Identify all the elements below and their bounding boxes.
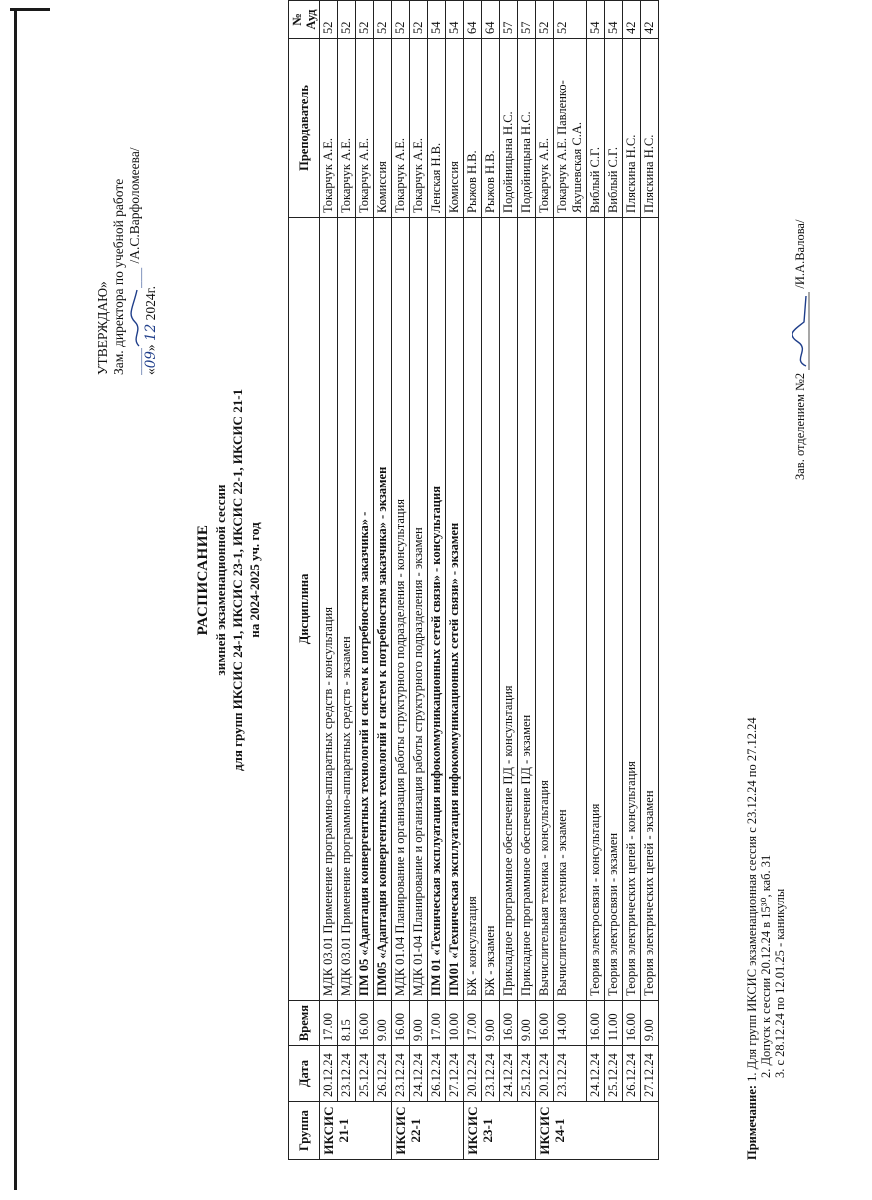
cell-discipline: Теория электросвязи - экзамен [605,217,623,1000]
note-line-3 [773,60,787,1160]
cell-room: 52 [320,1,338,39]
approval-position: Зам. директора по учебной работе [111,178,126,375]
cell-teacher: Токарчук А.Е. [320,38,338,217]
cell-room: 54 [587,1,605,39]
cell-time: 16.00 [356,1000,374,1045]
doc-subtitle-groups: для групп ИКСИС 24-1, ИКСИС 23-1, ИКСИС 22-1, ИКСИС 21-1 [230,388,245,772]
cell-teacher: Токарчук А.Е. [338,38,356,217]
cell-teacher: Токарчук А.Е. [392,38,410,217]
table-row [410,1,428,1160]
cell-date: 25.12.24 [356,1046,374,1102]
note-line-2 [759,60,773,1160]
cell-teacher: Виблый С.Г. [605,38,623,217]
cell-room: 42 [641,1,659,39]
cell-discipline: МДК 01-04 Планирование и организация работы структурного подразделения - экзамен [410,217,428,1000]
cell-discipline: ПМ05 «Адаптация конвергентных технологий и систем к потребностям заказчика» - экзамен [374,217,392,1000]
cell-date: 25.12.24 [518,1046,536,1102]
cell-room: 52 [392,1,410,39]
table-row [500,1,518,1160]
cell-group: ИКСИС 21-1 [320,1102,392,1160]
doc-subtitle-year: на 2024-2025 уч. год [247,522,262,638]
cell-room: 52 [338,1,356,39]
cell-time: 9.00 [641,1000,659,1045]
cell-discipline: Теория электросвязи - консультация [587,217,605,1000]
cell-discipline: БЖ - экзамен [482,217,500,1000]
table-header-row [289,1,320,1160]
cell-discipline: ПМ01 «Техническая эксплуатация инфокоммуникационных сетей связи» - экзамен [446,217,464,1000]
cell-group: ИКСИС 24-1 [536,1102,659,1160]
cell-teacher: Пляскина Н.С. [641,38,659,217]
note-line-1 [745,60,759,1160]
head-label: Зав. отделением №2 [793,372,807,480]
head-signature [792,0,808,480]
cell-time: 9.00 [410,1000,428,1045]
cell-group: ИКСИС 22-1 [392,1102,464,1160]
head-signature-image [792,292,808,370]
cell-discipline: Теория электрических цепей - экзамен [641,217,659,1000]
cell-discipline: Теория электрических цепей - консультация [623,217,641,1000]
cell-teacher: Виблый С.Г. [587,38,605,217]
cell-date: 27.12.24 [641,1046,659,1102]
cell-discipline: МДК 03.01 Применение программно-аппаратных средств - консультация [320,217,338,1000]
cell-time: 9.00 [482,1000,500,1045]
cell-teacher: Рыжов Н.В. [464,38,482,217]
cell-room: 52 [536,1,554,39]
cell-teacher: Токарчук А.Е. [410,38,428,217]
cell-room: 52 [356,1,374,39]
cell-room: 57 [518,1,536,39]
cell-room: 52 [410,1,428,39]
header-discipline: Дисциплина [289,217,320,1000]
cell-discipline: ПМ 05 «Адаптация конвергентных технологий и систем к потребностям заказчика» - [356,217,374,1000]
cell-date: 24.12.24 [500,1046,518,1102]
cell-teacher: Токарчук А.Е. [356,38,374,217]
approval-block [95,15,159,375]
table-row [641,1,659,1160]
header-room: № Ауд [289,1,320,39]
table-row [464,1,482,1160]
cell-discipline: БЖ - консультация [464,217,482,1000]
cell-time: 16.00 [623,1000,641,1045]
cell-date: 20.12.24 [536,1046,554,1102]
cell-discipline: Вычислительная техника - экзамен [554,217,587,1000]
cell-time: 17.00 [320,1000,338,1045]
doc-subtitle-session: зимней экзаменационной сессии [213,484,228,676]
schedule-body [320,1,659,1160]
cell-room: 64 [464,1,482,39]
approval-date-quote: « [143,368,158,375]
cell-time: 11.00 [605,1000,623,1045]
cell-teacher: Токарчук А.Е. Павленко-Якушевская С.А. [554,38,587,217]
cell-date: 24.12.24 [410,1046,428,1102]
header-group: Группа [289,1102,320,1160]
notes-block [745,60,787,1160]
cell-teacher: Рыжов Н.В. [482,38,500,217]
table-row [554,1,587,1160]
cell-date: 24.12.24 [587,1046,605,1102]
table-row [518,1,536,1160]
cell-room: 52 [554,1,587,39]
cell-discipline: Прикладное программное обеспечение ПД - консультация [500,217,518,1000]
cell-date: 20.12.24 [320,1046,338,1102]
cell-date: 27.12.24 [446,1046,464,1102]
approval-day: 09 [143,351,159,369]
cell-teacher: Пляскина Н.С. [623,38,641,217]
cell-time: 16.00 [392,1000,410,1045]
header-time: Время [289,1000,320,1045]
cell-date: 26.12.24 [623,1046,641,1102]
cell-date: 23.12.24 [482,1046,500,1102]
cell-time: 17.00 [464,1000,482,1045]
note-2: 2. Допуск к сессии 20.12.24 в 15³⁰, каб. 31 [759,854,773,1078]
approval-year: 2024г. [143,285,158,321]
table-row [587,1,605,1160]
cell-time: 14.00 [554,1000,587,1045]
cell-room: 54 [446,1,464,39]
doc-title: РАСПИСАНИЕ [195,524,211,636]
approval-signature-line [127,15,143,375]
approval-signature-image: _______ [127,263,143,375]
cell-date: 20.12.24 [464,1046,482,1102]
cell-room: 54 [605,1,623,39]
table-row [392,1,410,1160]
cell-teacher: Подойницына Н.С. [500,38,518,217]
cell-discipline: МДК 03.01 Применение программно-аппаратных средств - экзамен [338,217,356,1000]
table-row [482,1,500,1160]
cell-discipline: Вычислительная техника - консультация [536,217,554,1000]
cell-time: 16.00 [536,1000,554,1045]
table-row [605,1,623,1160]
cell-date: 23.12.24 [554,1046,587,1102]
cell-time: 9.00 [518,1000,536,1045]
cell-time: 16.00 [500,1000,518,1045]
head-name: /И.А.Валова/ [793,219,807,289]
cell-room: 64 [482,1,500,39]
approval-month: 12 [143,323,159,341]
cell-time: 16.00 [587,1000,605,1045]
table-row [374,1,392,1160]
header-date: Дата [289,1046,320,1102]
cell-group: ИКСИС 23-1 [464,1102,536,1160]
approval-signer: /А.С.Варфоломеева/ [127,147,142,264]
cell-date: 23.12.24 [392,1046,410,1102]
cell-teacher: Ленская Н.В. [428,38,446,217]
cell-teacher: Токарчук А.Е. [536,38,554,217]
cell-room: 52 [374,1,392,39]
cell-date: 26.12.24 [374,1046,392,1102]
cell-date: 25.12.24 [605,1046,623,1102]
header-teacher: Преподаватель [289,38,320,217]
cell-date: 26.12.24 [428,1046,446,1102]
approval-title: УТВЕРЖДАЮ» [95,281,110,375]
cell-teacher: Комиссия [446,38,464,217]
schedule-table [288,0,659,1160]
cell-time: 10.00 [446,1000,464,1045]
cell-teacher: Подойницына Н.С. [518,38,536,217]
cell-time: 9.00 [374,1000,392,1045]
table-row [320,1,338,1160]
table-row [623,1,641,1160]
table-row [536,1,554,1160]
note-1: 1. Для групп ИКСИС экзаменационная сессия с 23.12.24 по 27.12.24 [745,717,759,1082]
cell-room: 42 [623,1,641,39]
table-row [356,1,374,1160]
cell-time: 8.15 [338,1000,356,1045]
cell-discipline: ПМ 01 «Техническая эксплуатация инфокоммуникационных сетей связи» - консультация [428,217,446,1000]
cell-date: 23.12.24 [338,1046,356,1102]
table-row [446,1,464,1160]
cell-teacher: Комиссия [374,38,392,217]
cell-room: 54 [428,1,446,39]
cell-discipline: Прикладное программное обеспечение ПД - экзамен [518,217,536,1000]
table-row [428,1,446,1160]
note-3: 3. с 28.12.24 по 12.01.25 - каникулы [773,888,787,1078]
cell-discipline: МДК 01.04 Планирование и организация работы структурного подразделения - консультация [392,217,410,1000]
cell-room: 57 [500,1,518,39]
table-row [338,1,356,1160]
notes-label: Примечание: [745,1084,759,1160]
approval-date: «09» 12 2024г. [143,285,159,375]
cell-time: 17.00 [428,1000,446,1045]
